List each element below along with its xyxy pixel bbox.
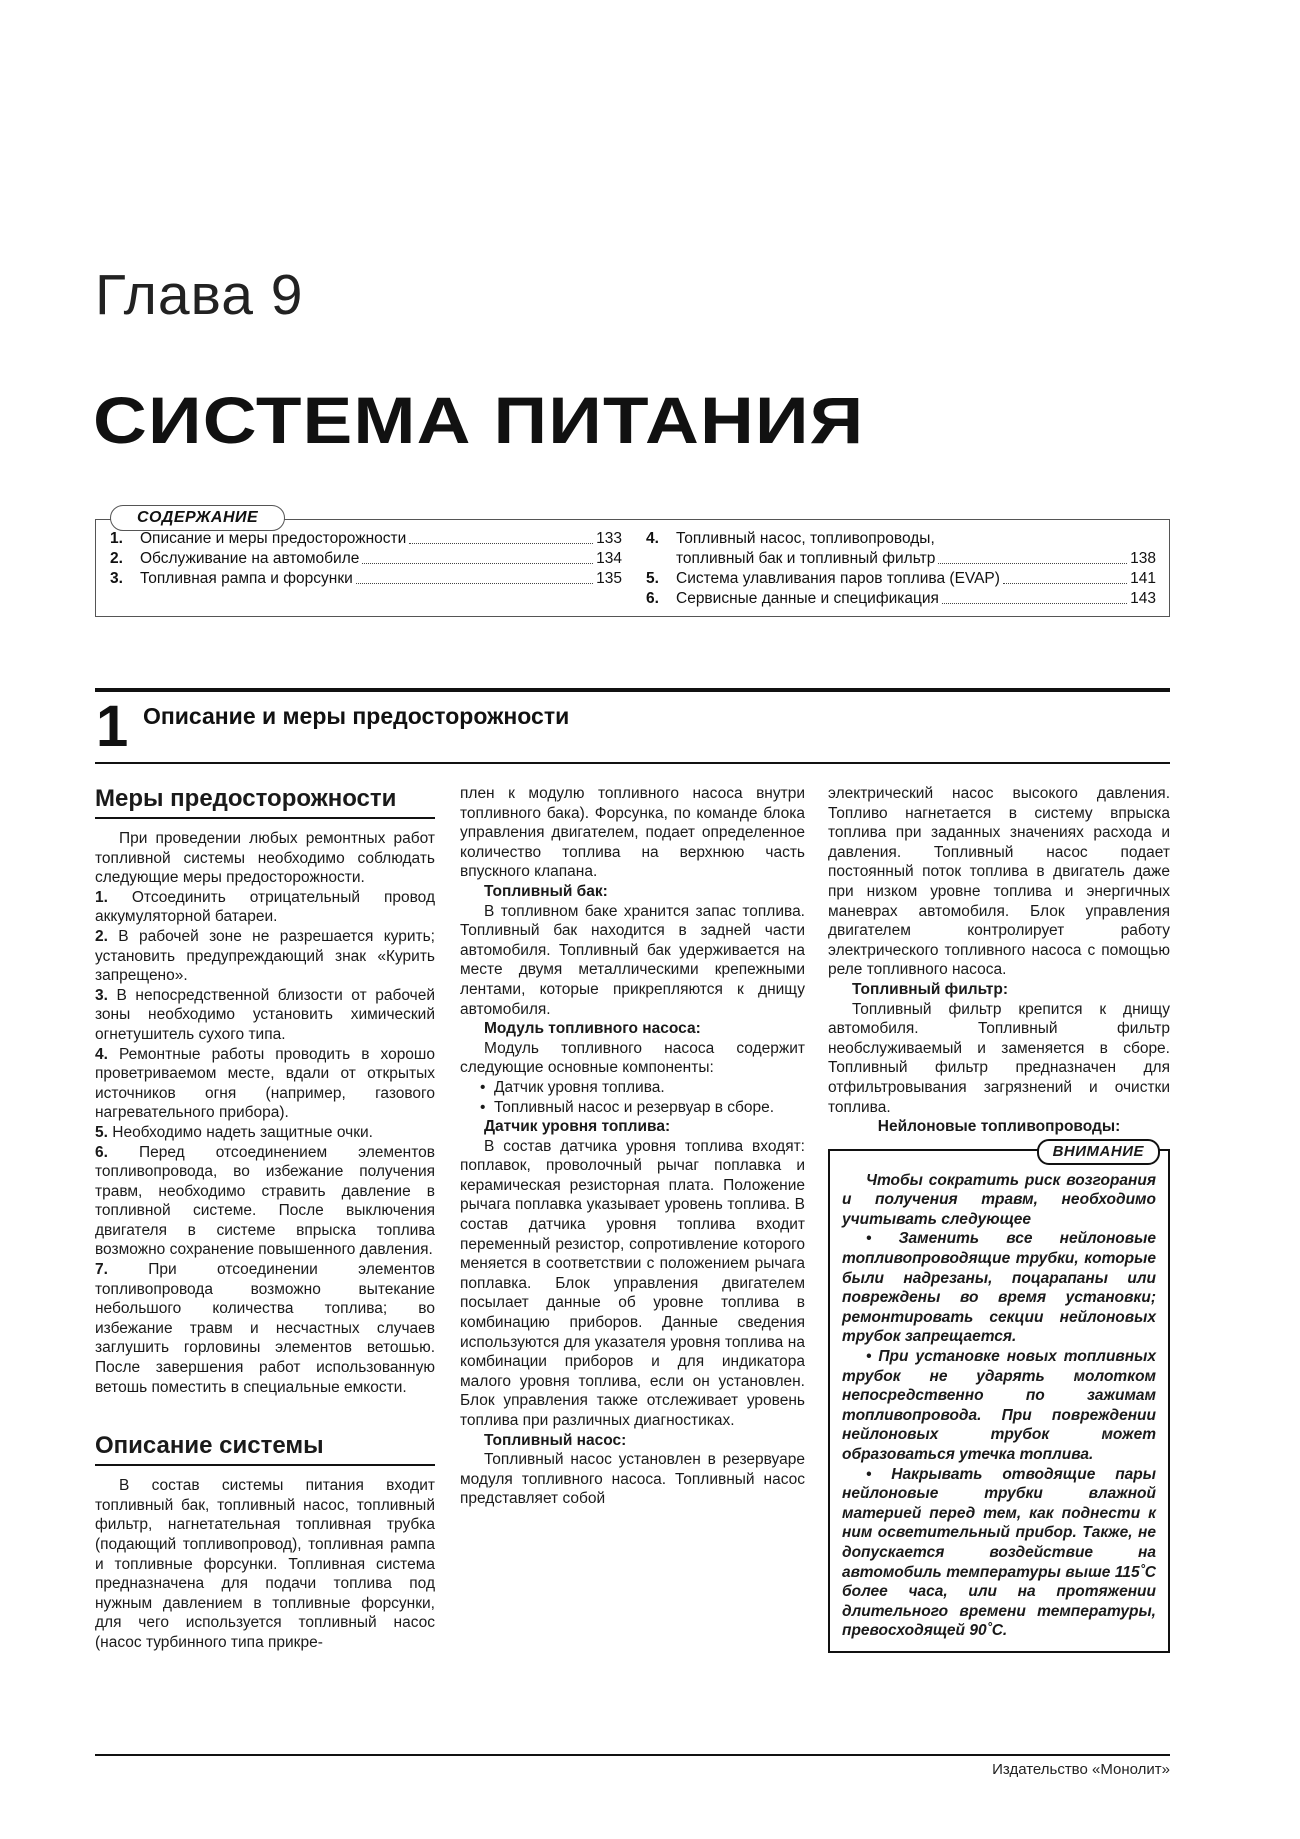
text-column-2 <box>460 784 805 1509</box>
toc-item-number: 3. <box>110 570 123 587</box>
list-item <box>95 888 435 927</box>
list-text: Ремонтные работы проводить в хорошо проветриваемом месте, вдали от открытых источников огня (например, газового нагревательного прибора). <box>95 1045 435 1122</box>
list-number: 2. <box>95 927 108 945</box>
toc-item[interactable] <box>110 569 622 589</box>
toc-item-number: 6. <box>646 590 659 607</box>
paragraph: В состав датчика уровня топлива входят: поплавок, проволочный рычаг поплавка и керамическая резисторная плата. Положение рычага поплавка указывает уровень топлива. В состав датчика уровня топлива входит переменный резистор, сопротивление которого меняется в соответствии с положением рычага поплавка. Блок управления двигателем посылает данные об уровне топлива в комбинацию приборов. Данные сведения используются для указателя уровня топлива на комбинации приборов и для индикатора малого уровня топлива, если он установлен. Блок управления также отслеживает уровень топлива при различных диагностиках. <box>460 1137 805 1429</box>
toc-item[interactable] <box>110 529 622 549</box>
paragraph: Модуль топливного насоса содержит следующие основные компоненты: <box>460 1039 805 1077</box>
subheading-module: Модуль топливного насоса: <box>484 1020 701 1038</box>
toc-leader <box>409 529 593 544</box>
toc-item-number: 4. <box>646 530 659 547</box>
chapter-label: Глава 9 <box>95 263 304 327</box>
list-number: 1. <box>95 888 108 906</box>
list-item <box>95 986 435 1045</box>
list-text: Отсоединить отрицательный провод аккумуляторной батареи. <box>95 888 435 926</box>
list-item <box>95 927 435 986</box>
toc-item[interactable] <box>110 549 622 569</box>
list-number: 6. <box>95 1143 108 1161</box>
toc-item-label: топливный бак и топливный фильтр <box>676 550 936 567</box>
bullet-text: Топливный насос и резервуар в сборе. <box>494 1098 775 1116</box>
subheading-sensor: Датчик уровня топлива: <box>484 1118 671 1136</box>
list-number: 5. <box>95 1123 108 1141</box>
toc-item-number: 2. <box>110 550 123 567</box>
subheading-precautions: Меры предосторожности <box>95 784 435 819</box>
warning-item: • При установке новых топливных трубок не ударять молотком непосредственно по зажимам топливопровода. При повреждении нейлоновых трубок может образоваться утечка топлива. <box>842 1348 1156 1463</box>
chapter-title: СИСТЕМА ПИТАНИЯ <box>93 383 865 457</box>
toc-item[interactable] <box>646 569 1156 589</box>
footer-rule <box>95 1754 1170 1756</box>
text-column-1 <box>95 784 435 1653</box>
paragraph: В топливном баке хранится запас топлива. Топливный бак находится в задней части автомобиля. Топливный бак удерживается на месте двумя металлическими крепежными лентами, которые прикрепляются к днищу автомобиля. <box>460 902 805 1018</box>
subheading-pump: Топливный насос: <box>484 1431 627 1449</box>
toc-item-page: 135 <box>596 570 622 587</box>
list-item <box>95 1143 435 1261</box>
section-title: Описание и меры предосторожности <box>143 703 570 729</box>
list-item <box>95 1123 435 1143</box>
section-rule-top <box>95 688 1170 692</box>
subheading-system: Описание системы <box>95 1431 435 1466</box>
toc-item[interactable] <box>646 529 1156 549</box>
text-column-3 <box>828 784 1170 1653</box>
paragraph: Топливный насос установлен в резервуаре модуля топливного насоса. Топливный насос представляет собой <box>460 1451 805 1508</box>
toc-item-page: 138 <box>1130 550 1156 567</box>
section-number: 1 <box>96 694 129 759</box>
subheading-tank: Топливный бак: <box>484 882 608 900</box>
list-number: 7. <box>95 1261 108 1279</box>
toc-item-page: 143 <box>1130 590 1156 607</box>
warning-box <box>828 1142 1170 1653</box>
toc-leader <box>356 569 593 584</box>
toc-leader <box>938 549 1127 564</box>
publisher-footer: Издательство «Монолит» <box>992 1761 1170 1778</box>
paragraph: плен к модулю топливного насоса внутри топливного бака). Форсунка, по команде блока управления двигателем, подает определенное количество топлива на верхнюю часть впускного клапана. <box>460 785 805 881</box>
toc-item-label: Топливная рампа и форсунки <box>140 570 353 587</box>
table-of-contents <box>95 509 1170 617</box>
warning-item: • Накрывать отводящие пары нейлоновые трубки влажной материей перед тем, как поднести к ним осветительный прибор. Также, не допускается воздействие на автомобиль температуры выше 115˚С более часа, или на протяжении длительного времени температуры, превосходящей 90˚С. <box>842 1465 1156 1640</box>
subheading-filter: Топливный фильтр: <box>852 980 1008 998</box>
toc-item[interactable] <box>646 589 1156 609</box>
list-text: В непосредственной близости от рабочей зоны необходимо установить химический огнетушитель сухого типа. <box>95 986 435 1043</box>
toc-item-continuation[interactable] <box>646 549 1156 569</box>
toc-item-page: 134 <box>596 550 622 567</box>
warning-intro: Чтобы сократить риск возгорания и получения травм, необходимо учитывать следующее <box>842 1171 1156 1228</box>
bullet-text: Датчик уровня топлива. <box>494 1078 665 1096</box>
toc-leader <box>942 589 1127 604</box>
list-number: 3. <box>95 986 108 1004</box>
list-number: 4. <box>95 1045 108 1063</box>
warning-item: • Заменить все нейлоновые топливопроводящие трубки, которые были надрезаны, поцарапаны или повреждены во время установки; ремонтировать секции нейлоновых трубок запрещается. <box>842 1230 1156 1346</box>
toc-leader <box>1003 569 1127 584</box>
bullet-item: • Топливный насос и резервуар в сборе. <box>480 1098 775 1116</box>
list-text: Перед отсоединением элементов топливопровода, во избежание получения травм, необходимо стравить давление в топливной системе. После выключения двигателя в системе впрыска топлива возможно сохранение повышенного давления. <box>95 1143 435 1259</box>
list-text: В рабочей зоне не разрешается курить; установить предупреждающий знак «Курить запрещено». <box>95 927 435 985</box>
toc-item-label: Обслуживание на автомобиле <box>140 550 360 567</box>
toc-item-page: 141 <box>1130 570 1156 587</box>
paragraph: В состав системы питания входит топливный бак, топливный насос, топливный фильтр, нагнетательная топливная трубка (подающий топливопровод), топливная рампа и топливные форсунки. Топливная система предназначена для подачи топлива под нужным давлением в топливные форсунки, для чего используется топливный насос (насос турбинного типа прикре- <box>95 1477 435 1651</box>
toc-item-number: 5. <box>646 570 659 587</box>
list-item <box>95 1045 435 1123</box>
toc-item-number: 1. <box>110 530 123 547</box>
toc-column-right <box>646 529 1156 609</box>
toc-item-label: Система улавливания паров топлива (EVAP) <box>676 570 1000 587</box>
subheading-nylon: Нейлоновые топливопроводы: <box>877 1118 1121 1136</box>
toc-heading: СОДЕРЖАНИЕ <box>110 505 285 531</box>
toc-item-label: Топливный насос, топливопроводы, <box>676 530 935 547</box>
section-rule-bottom <box>95 762 1170 764</box>
paragraph: При проведении любых ремонтных работ топливной системы необходимо соблюдать следующие меры предосторожности. <box>95 830 435 887</box>
toc-item-label: Сервисные данные и спецификация <box>676 590 939 607</box>
toc-leader <box>362 549 593 564</box>
list-item <box>95 1260 435 1397</box>
paragraph: электрический насос высокого давления. Топливо нагнетается в систему впрыска топлива при заданных значениях расхода и давления. Топливный насос подает постоянный поток топлива в двигатель даже при низком уровне топлива и энергичных маневрах автомобиля. Блок управления двигателем контролирует работу электрического топливного насоса с помощью реле топливного насоса. <box>828 785 1170 979</box>
bullet-item: • Датчик уровня топлива. <box>480 1078 665 1096</box>
toc-item-page: 133 <box>596 530 622 547</box>
warning-tag: ВНИМАНИЕ <box>1037 1139 1160 1165</box>
list-text: Необходимо надеть защитные очки. <box>112 1123 373 1141</box>
paragraph: Топливный фильтр крепится к днищу автомобиля. Топливный фильтр необслуживаемый и заменяется в сборе. Топливный фильтр предназначен для отфильтровывания загрязнений и очистки топлива. <box>828 1000 1170 1116</box>
toc-column-left <box>110 529 622 589</box>
list-text: При отсоединении элементов топливопровода возможно вытекание небольшого количества топлива; во избежание травм и несчастных случаев заглушить горловины элементов ветошью. После завершения работ использованную ветошь поместить в специальные емкости. <box>95 1261 436 1396</box>
toc-item-label: Описание и меры предосторожности <box>140 530 407 547</box>
